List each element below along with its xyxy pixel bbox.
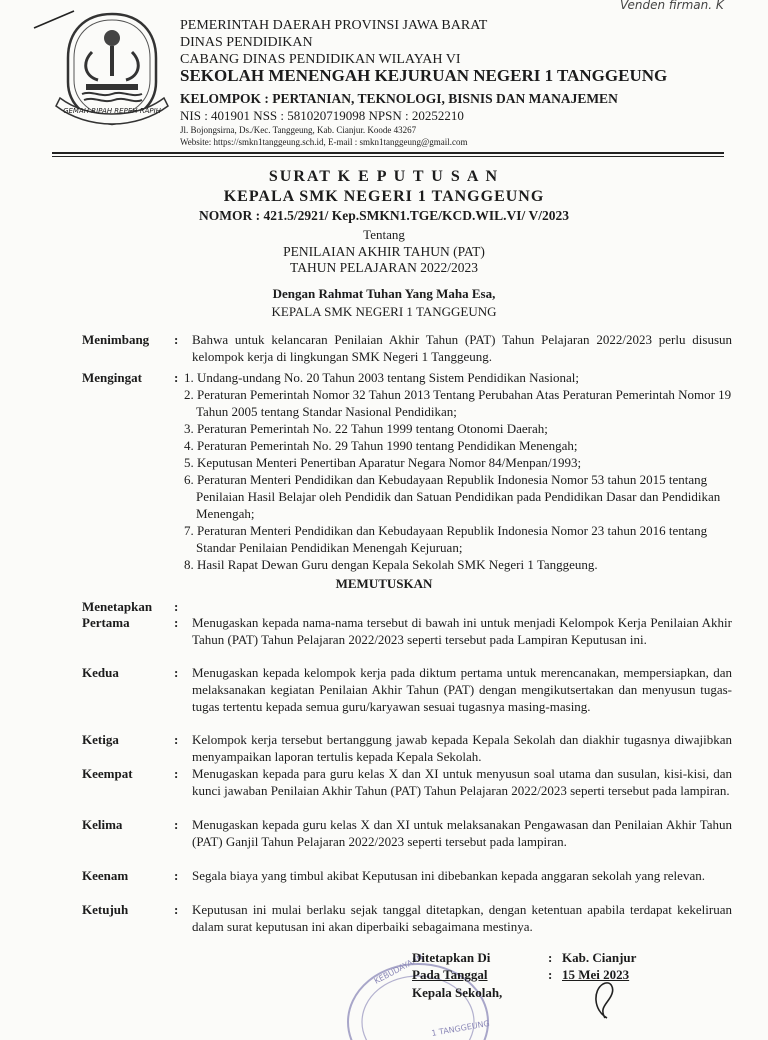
handwritten-note: Venden firman. K: [620, 0, 724, 12]
menimbang-colon: :: [174, 332, 179, 347]
diktum-colon: :: [174, 615, 179, 630]
province-emblem-icon: [52, 10, 172, 128]
diktum-colon: :: [174, 665, 179, 680]
date-value: 15 Mei 2023: [562, 967, 630, 982]
issuer-repeat: KEPALA SMK NEGERI 1 TANGGEUNG: [271, 304, 497, 319]
header-agency: DINAS PENDIDIKAN: [180, 35, 313, 50]
menetapkan-colon: :: [174, 599, 179, 614]
list-item: 3. Peraturan Pemerintah No. 22 Tahun 1999 tentang Otonomi Daerah;: [184, 421, 548, 436]
list-item: 8. Hasil Rapat Dewan Guru dengan Kepala Sekolah SMK Negeri 1 Tanggeung.: [184, 557, 598, 572]
header-ids: NIS : 401901 NSS : 581020719098 NPSN : 20252210: [180, 108, 464, 123]
diktum-colon: :: [174, 902, 179, 917]
menimbang-text: Bahwa untuk kelancaran Penilaian Akhir Tahun (PAT) Tahun Pelajaran 2022/2023 perlu disusun kelompok kerja di lingkungan SMK Negeri 1 Tanggeung.: [192, 332, 732, 364]
date-colon: :: [548, 967, 553, 982]
issuer-title: KEPALA SMK NEGERI 1 TANGGEUNG: [223, 188, 545, 205]
header-divider-thin: [52, 156, 724, 157]
menetapkan-label: Menetapkan: [82, 599, 153, 614]
diktum-label-ketiga: Ketiga: [82, 732, 119, 747]
signature-icon: [585, 978, 635, 1022]
diktum-text-ketiga: Kelompok kerja tersebut bertanggung jawab kepada Kepala Sekolah dan diakhir tugasnya diwajibkan menyampaikan laporan tertulis kepada Kepala Sekolah.: [192, 732, 732, 764]
list-item: 7. Peraturan Menteri Pendidikan dan Kebudayaan Republik Indonesia Nomor 23 tahun 2016 tentang Standar Penilaian Pendidikan Menengah Kejuruan;: [184, 523, 708, 555]
list-item: 1. Undang-undang No. 20 Tahun 2003 tentang Sistem Pendidikan Nasional;: [184, 370, 579, 385]
diktum-label-kedua: Kedua: [82, 665, 119, 680]
mengingat-colon: :: [174, 370, 179, 385]
stamp-text-top: KEBUDAYAAN: [372, 952, 425, 986]
place-value: Kab. Cianjur: [562, 950, 637, 965]
signatory-position: Kepala Sekolah,: [412, 985, 503, 1000]
diktum-text-keempat: Menugaskan kepada para guru kelas X dan XI untuk menyusun soal utama dan susulan, kisi-kisi, dan kunci jawaban Penilaian Akhir Tahun (PAT) Tahun Pelajaran 2022/2023 seperti tersebut pada lampiran.: [192, 766, 732, 798]
diktum-colon: :: [174, 817, 179, 832]
memutuskan-heading: MEMUTUSKAN: [335, 576, 433, 591]
diktum-colon: :: [174, 732, 179, 747]
mengingat-label: Mengingat: [82, 370, 142, 385]
diktum-colon: :: [174, 766, 179, 781]
header-address: Jl. Bojongsirna, Ds./Kec. Tanggeung, Kab. Cianjur. Koode 43267: [180, 125, 417, 135]
list-item: 4. Peraturan Pemerintah No. 29 Tahun 1990 tentang Pendidikan Menengah;: [184, 438, 578, 453]
diktum-text-ketujuh: Keputusan ini mulai berlaku sejak tanggal ditetapkan, dengan ketentuan apabila terdapat kekeliruan dalam surat keputusan ini akan diperbaiki sebagaimana mestinya.: [192, 902, 732, 934]
decree-number: NOMOR : 421.5/2921/ Kep.SMKN1.TGE/KCD.WIL.VI/ V/2023: [199, 208, 569, 223]
doc-type-title: SURAT K E P U T U S A N: [268, 168, 500, 185]
about-label: Tentang: [363, 227, 405, 242]
mengingat-list: [184, 369, 734, 573]
diktum-label-ketujuh: Ketujuh: [82, 902, 129, 917]
menimbang-label: Menimbang: [82, 332, 150, 347]
subject-title: PENILAIAN AKHIR TAHUN (PAT): [283, 244, 485, 259]
diktum-colon: :: [174, 868, 179, 883]
list-item: 6. Peraturan Menteri Pendidikan dan Kebudayaan Republik Indonesia Nomor 53 tahun 2015 tentang Penilaian Hasil Belajar oleh Pendidik dan Satuan Pendidikan pada Pendidikan Dasar dan Pendidikan Menengah;: [184, 472, 721, 521]
list-item: 2. Peraturan Pemerintah Nomor 32 Tahun 2013 Tentang Perubahan Atas Peraturan Pemerintah Nomor 19 Tahun 2005 tentang Standar Nasional Pendidikan;: [184, 387, 732, 419]
diktum-text-keenam: Segala biaya yang timbul akibat Keputusan ini dibebankan kepada anggaran sekolah yang relevan.: [192, 868, 705, 883]
header-website: Website: https://smkn1tanggeung.sch.id, E-mail : smkn1tanggeung@gmail.com: [180, 137, 468, 147]
diktum-text-kedua: Menugaskan kepada kelompok kerja pada diktum pertama untuk merencanakan, mempersiapkan, dan melaksanakan kegiatan Penilaian Akhir Tahun (PAT) dengan mengikutsertakan dan menyusun tugas-tugas tertentu kepada semua guru/karyawan sesuai tugasnya masing-masing.: [192, 665, 732, 714]
diktum-text-pertama: Menugaskan kepada nama-nama tersebut di bawah ini untuk menjadi Kelompok Kerja Penilaian Akhir Tahun (PAT) Tahun Pelajaran 2022/2023 seperti tersebut pada Lampiran Keputusan ini.: [192, 615, 732, 647]
diktum-label-pertama: Pertama: [82, 615, 130, 630]
emblem-ribbon-text: GEMAH RIPAH REPEH RAPIH: [63, 107, 161, 115]
diktum-label-kelima: Kelima: [82, 817, 123, 832]
list-item: 5. Keputusan Menteri Penertiban Aparatur Negara Nomor 84/Menpan/1993;: [184, 455, 582, 470]
academic-year: TAHUN PELAJARAN 2022/2023: [290, 260, 478, 275]
diktum-label-keempat: Keempat: [82, 766, 133, 781]
invocation: Dengan Rahmat Tuhan Yang Maha Esa,: [272, 286, 496, 301]
header-divider: [52, 152, 724, 154]
place-colon: :: [548, 950, 553, 965]
header-school-name: SEKOLAH MENENGAH KEJURUAN NEGERI 1 TANGGEUNG: [180, 66, 668, 85]
header-group: KELOMPOK : PERTANIAN, TEKNOLOGI, BISNIS DAN MANAJEMEN: [180, 91, 618, 106]
diktum-label-keenam: Keenam: [82, 868, 129, 883]
place-label: Ditetapkan Di: [412, 950, 491, 965]
date-label: Pada Tanggal: [412, 967, 488, 982]
diktum-text-kelima: Menugaskan kepada guru kelas X dan XI untuk melaksanakan Pengawasan dan Penilaian Akhir Tahun (PAT) Ganjil Tahun Pelajaran 2022/2023 seperti tersebut pada lampiran.: [192, 817, 732, 849]
header-government: PEMERINTAH DAERAH PROVINSI JAWA BARAT: [180, 18, 488, 33]
header-branch: CABANG DINAS PENDIDIKAN WILAYAH VI: [180, 52, 461, 67]
stamp-text-bottom: 1 TANGGEUNG: [430, 1018, 490, 1038]
